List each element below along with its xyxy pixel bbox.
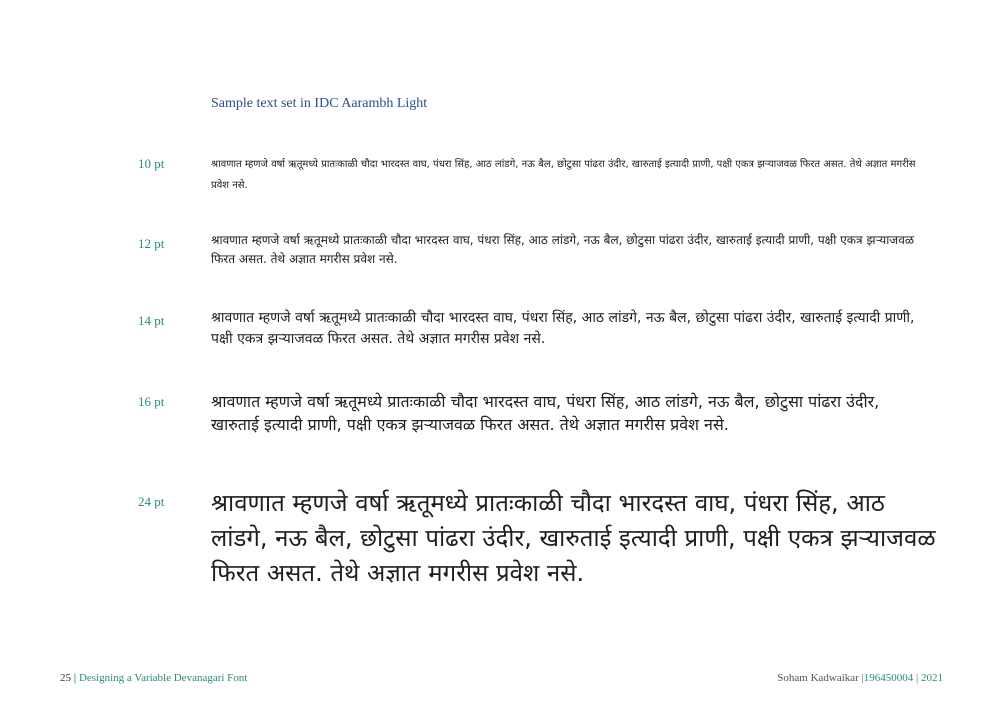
footer-separator: | [861,672,864,684]
document-title: Designing a Variable Devanagari Font [78,672,248,684]
size-label: 10 pt [138,156,165,171]
sample-text: श्रावणात म्हणजे वर्षा ऋतूमध्ये प्रातःकाळी चौदा भारदस्त वाघ, पंधरा सिंह, आठ लांडगे, नऊ बैल, छोटुसा पांढरा उंदीर, खारुताई इत्यादी प्राणी, पक्षी एकत्र झऱ्याजवळ फिरत असत. तेथे अज्ञात मगरीस प्रवेश नसे. [211,489,936,587]
year: 2021 [921,672,943,684]
footer-left [60,672,247,684]
footer-separator: | [73,672,77,684]
author-name: Soham Kadwaikar [777,672,859,684]
size-label: 14 pt [138,313,165,328]
footer-separator: | [916,672,919,684]
page-number: 25 [60,672,71,684]
sample-text: श्रावणात म्हणजे वर्षा ऋतूमध्ये प्रातःकाळी चौदा भारदस्त वाघ, पंधरा सिंह, आठ लांडगे, नऊ बैल, छोटुसा पांढरा उंदीर, खारुताई इत्यादी प्राणी, पक्षी एकत्र झऱ्याजवळ फिरत असत. तेथे अज्ञात मगरीस प्रवेश नसे. [211,310,915,347]
size-label: 12 pt [138,236,165,251]
sample-text: श्रावणात म्हणजे वर्षा ऋतूमध्ये प्रातःकाळी चौदा भारदस्त वाघ, पंधरा सिंह, आठ लांडगे, नऊ बैल, छोटुसा पांढरा उंदीर, खारुताई इत्यादी प्राणी, पक्षी एकत्र झऱ्याजवळ फिरत असत. तेथे अज्ञात मगरीस प्रवेश नसे. [211,392,880,434]
footer-right [777,672,943,684]
size-label: 16 pt [138,394,165,409]
size-label: 24 pt [138,494,165,509]
sample-text: श्रावणात म्हणजे वर्षा ऋतूमध्ये प्रातःकाळी चौदा भारदस्त वाघ, पंधरा सिंह, आठ लांडगे, नऊ बैल, छोटुसा पांढरा उंदीर, खारुताई इत्यादी प्राणी, पक्षी एकत्र झऱ्याजवळ फिरत असत. तेथे अज्ञात मगरीस प्रवेश नसे. [211,233,914,266]
page-heading: Sample text set in IDC Aarambh Light [211,96,428,111]
student-id: 196450004 [863,672,914,684]
sample-text: श्रावणात म्हणजे वर्षा ऋतूमध्ये प्रातःकाळी चौदा भारदस्त वाघ, पंधरा सिंह, आठ लांडगे, नऊ बैल, छोटुसा पांढरा उंदीर, खारुताई इत्यादी प्राणी, पक्षी एकत्र झऱ्याजवळ फिरत असत. तेथे अज्ञात मगरीस प्रवेश नसे. [211,159,916,191]
